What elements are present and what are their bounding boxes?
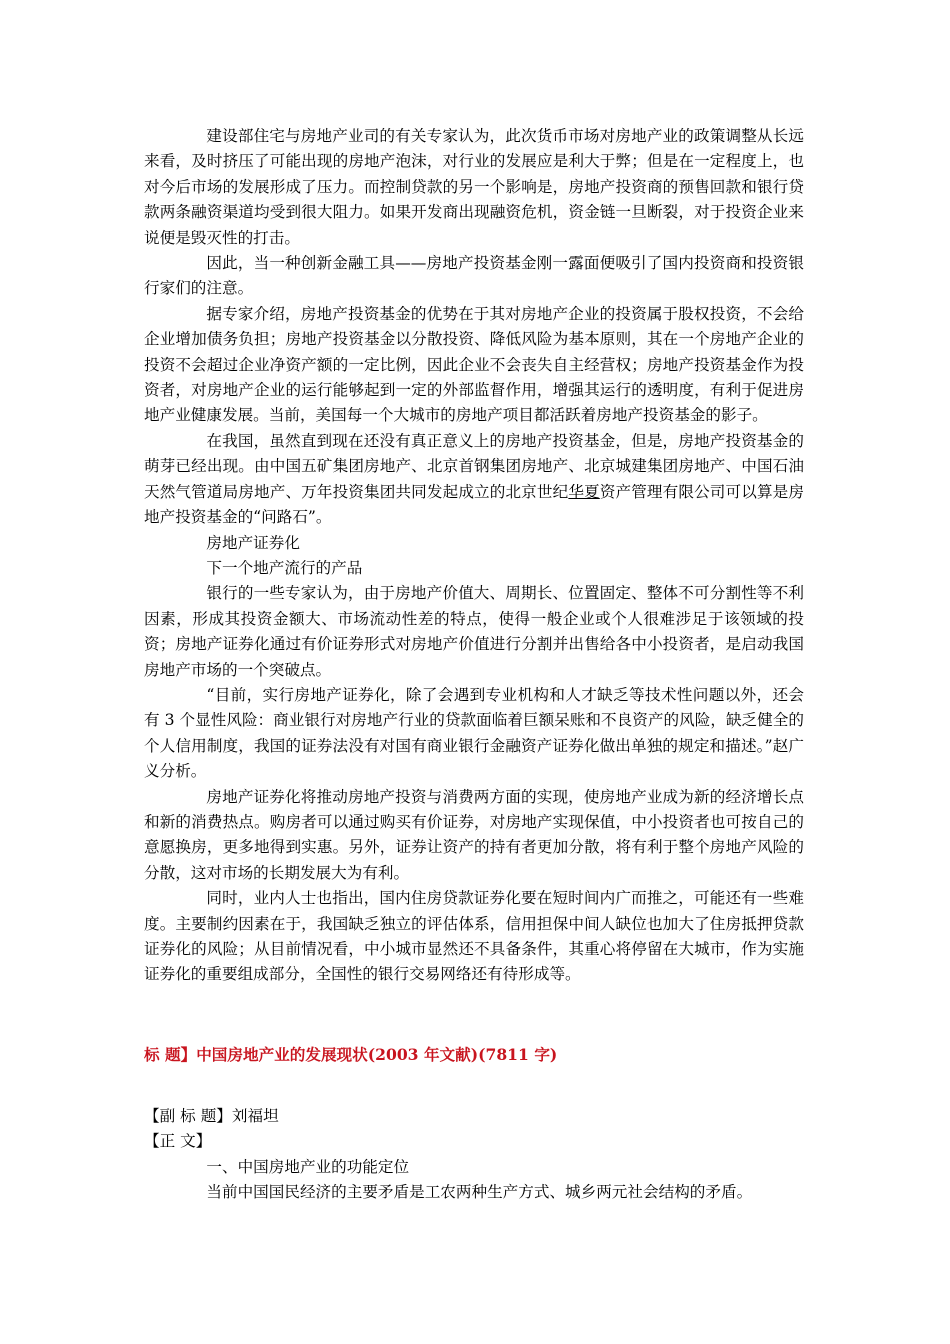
article-body <box>144 124 804 988</box>
paragraph-expert-view: 建设部住宅与房地产业司的有关专家认为，此次货币市场对房地产业的政策调整从长远来看，及时挤压了可能出现的房地产泡沫，对行业的发展应是利大于弊；但是在一定程度上，也对今后市场的发展形成了压力。而控制贷款的另一个影响是，房地产投资商的预售回款和银行贷款两条融资渠道均受到很大阻力。如果开发商出现融资危机，资金链一旦断裂，对于投资企业来说便是毁灭性的打击。 <box>144 127 804 247</box>
paragraph-main-contradiction: 当前中国国民经济的主要矛盾是工农两种生产方式、城乡两元社会结构的矛盾。 <box>206 1183 753 1202</box>
body-label: 【正 文】 <box>144 1132 212 1151</box>
section-subheading-next-product: 下一个地产流行的产品 <box>206 558 363 577</box>
section-heading-function: 一、中国房地产业的功能定位 <box>206 1157 410 1176</box>
paragraph-innovation-tool: 因此，当一种创新金融工具——房地产投资基金刚一露面便吸引了国内投资商和投资银行家们的注意。 <box>144 254 804 298</box>
paragraph-fund-in-china <box>144 429 804 531</box>
paragraph-fund-in-china-tail: 资产管理有限公司可以算是房地产投资基金的“问路石”。 <box>144 482 804 527</box>
paragraph-securitization-benefits: 房地产证券化将推动房地产投资与消费两方面的实现，使房地产业成为新的经济增长点和新的消费热点。购房者可以通过购买有价证券，对房地产实现保值，中小投资者也可按自己的意愿换房，更多地得到实惠。另外，证券让资产的持有者更加分散，将有利于整个房地产风险的分散，这对市场的长期发展大为有利。 <box>144 787 804 882</box>
section-heading-securitization: 房地产证券化 <box>206 533 300 552</box>
huaxia-link[interactable]: 华夏 <box>568 482 600 501</box>
document-meta <box>144 1104 804 1206</box>
paragraph-fund-in-china-text: 在我国，虽然直到现在还没有真正意义上的房地产投资基金，但是，房地产投资基金的萌芽已经出现。由中国五矿集团房地产、北京首钢集团房地产、北京城建集团房地产、中国石油天然气管道局房地产、万年投资集团共同发起成立的北京世纪 <box>144 431 804 501</box>
document-title: 标 题】中国房地产业的发展现状(2003 年文献)(7811 字) <box>144 1045 558 1064</box>
paragraph-fund-advantages: 据专家介绍，房地产投资基金的优势在于其对房地产企业的投资属于股权投资，不会给企业增加债务负担；房地产投资基金以分散投资、降低风险为基本原则，其在一个房地产企业的投资不会超过企业净资产额的一定比例，因此企业不会丧失自主经营权；房地产投资基金作为投资者，对房地产企业的运行能够起到一定的外部监督作用，增强其运行的透明度，有利于促进房地产业健康发展。当前，美国每一个大城市的房地产项目都活跃着房地产投资基金的影子。 <box>144 304 804 425</box>
paragraph-quote-risks: “目前，实行房地产证券化，除了会遇到专业机构和人才缺乏等技术性问题以外，还会有 3 个显性风险：商业银行对房地产行业的贷款面临着巨额呆账和不良资产的风险，缺乏健全的个人信用制度，我国的证券法没有对国有商业银行金融资产证券化做出单独的规定和描述。”赵广义分析。 <box>144 685 804 781</box>
subtitle-line: 【副 标 题】刘福坦 <box>144 1107 279 1125</box>
paragraph-bank-experts: 银行的一些专家认为，由于房地产价值大、周期长、位置固定、整体不可分割性等不利因素，形成其投资金额大、市场流动性差的特点，使得一般企业或个人很难涉足于该领域的投资；房地产证券化通过有价证券形式对房地产价值进行分割并出售给各中小投资者，是启动我国房地产市场的一个突破点。 <box>144 584 804 679</box>
paragraph-difficulties: 同时，业内人士也指出，国内住房贷款证券化要在短时间内广而推之，可能还有一些难度。主要制约因素在于，我国缺乏独立的评估体系，信用担保中间人缺位也加大了住房抵押贷款证券化的风险；从目前情况看，中小城市显然还不具备条件，其重心将停留在大城市，作为实施证券化的重要组成部分，全国性的银行交易网络还有待形成等。 <box>144 889 804 984</box>
